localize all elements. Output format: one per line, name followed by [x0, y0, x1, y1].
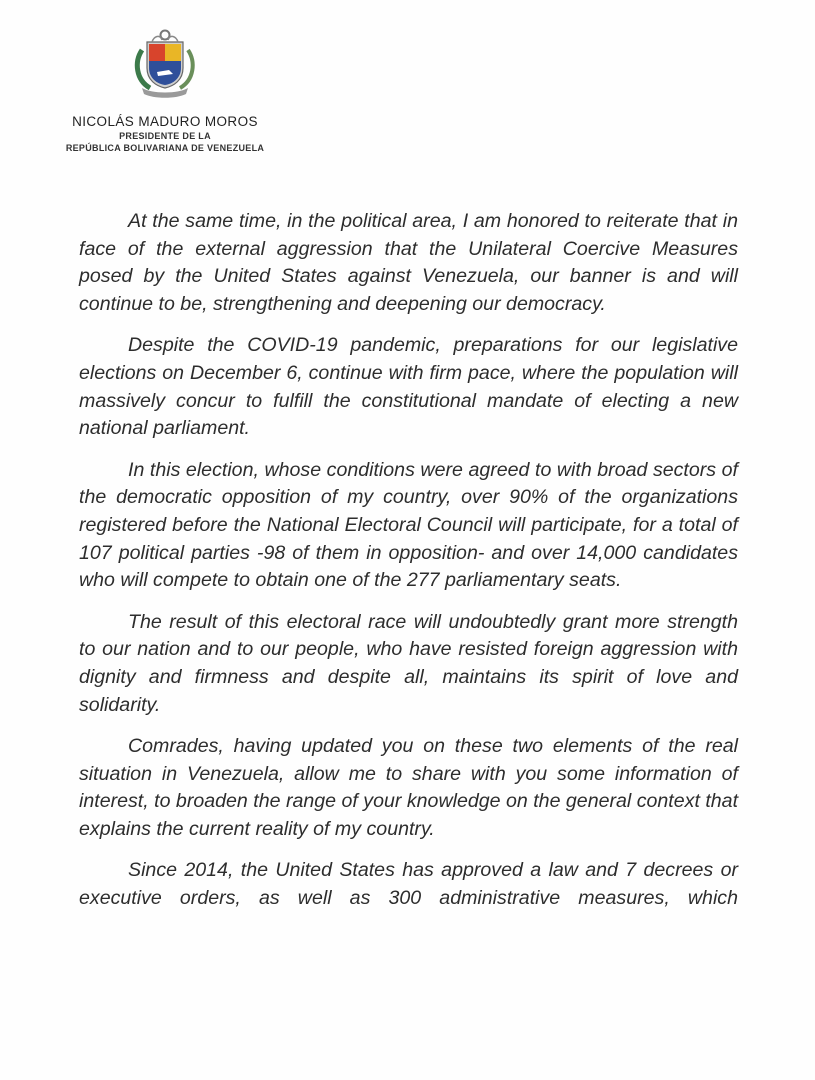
- letter-body: [79, 208, 738, 927]
- paragraph-comrades-update: Comrades, having updated you on these two elements of the real situation in Venezuela, allow me to share with you some information of interest, to broaden the range of your knowledge on the general context that explains the current reality of my country.: [79, 735, 739, 840]
- letterhead-title-line1: PRESIDENTE DE LA: [119, 131, 211, 141]
- paragraph-covid-elections: Despite the COVID-19 pandemic, preparations for our legislative elections on December 6, continue with firm pace, where the population will massively concur to fulfill the constitutional mandate of electing a new national parliament.: [79, 334, 738, 440]
- paragraph-since-2014: Since 2014, the United States has approved a law and 7 decrees or executive orders, as well as 300 administrative measures, which: [79, 859, 738, 910]
- coat-of-arms-icon: [132, 28, 198, 100]
- letterhead: [60, 28, 270, 154]
- paragraph-electoral-result: The result of this electoral race will undoubtedly grant more strength to our nation and to our people, who have resisted foreign aggression with dignity and firmness and despite all, maintains its spirit of love and solidarity.: [79, 610, 738, 716]
- paragraph-election-conditions: In this election, whose conditions were agreed to with broad sectors of the democratic opposition of my country, over 90% of the organizations registered before the National Electoral Council will participate, for a total of 107 political parties -98 of them in opposition- and over 14,000 candidates who will compete to obtain one of the 277 parliamentary seats.: [79, 458, 738, 592]
- letterhead-title-line2: REPÚBLICA BOLIVARIANA DE VENEZUELA: [65, 143, 265, 153]
- paragraph-political-area: At the same time, in the political area, I am honored to reiterate that in face of the external aggression that the Unilateral Coercive Measures posed by the United States against Venezuela, our banner is and will continue to be, strengthening and deepening our democracy.: [79, 210, 738, 315]
- letterhead-name: NICOLÁS MADURO MOROS: [72, 114, 258, 129]
